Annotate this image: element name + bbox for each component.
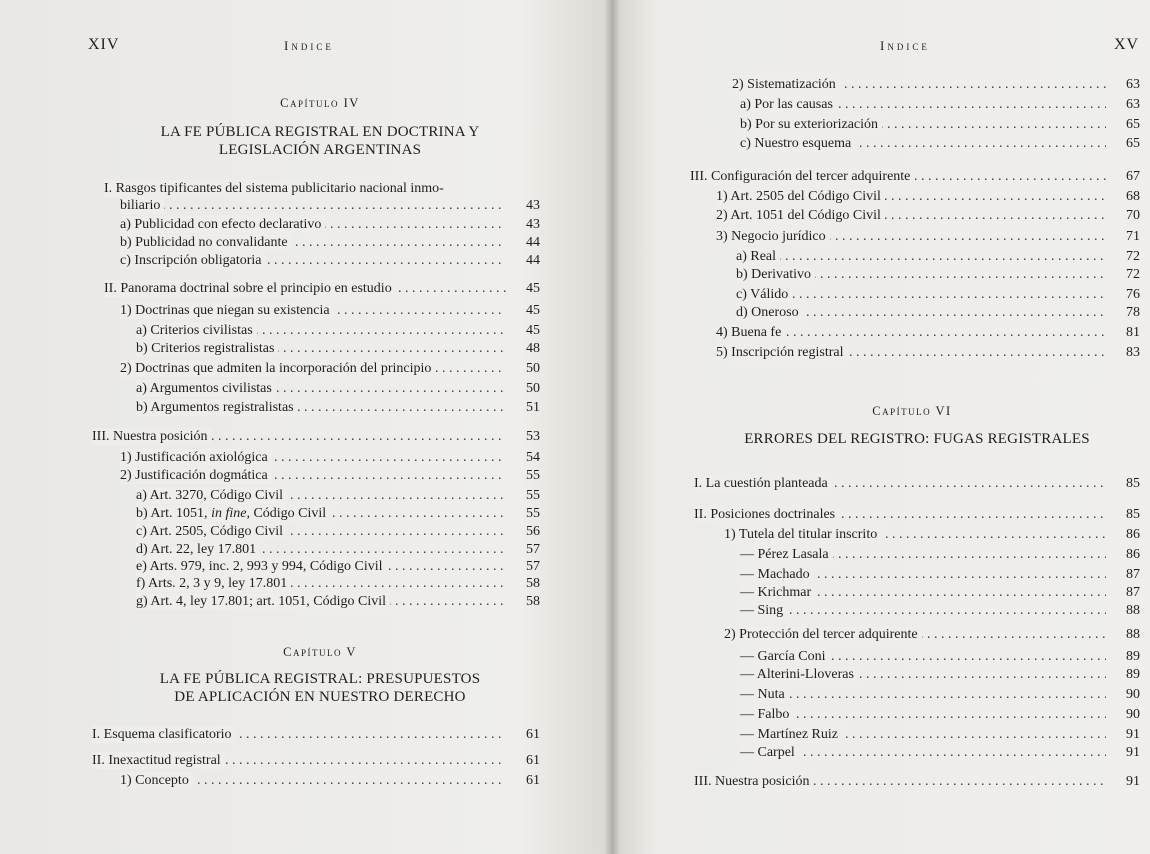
toc-entry-label: b) Art. 1051, in fine, Código Civil xyxy=(136,505,330,522)
toc-entry xyxy=(736,304,1140,321)
toc-entry xyxy=(120,467,540,484)
toc-entry-label: c) Inscripción obligatoria xyxy=(120,252,266,269)
chapter-v-label: Capítulo V xyxy=(283,645,357,659)
toc-entry-page: 43 xyxy=(526,217,540,232)
toc-entry xyxy=(136,340,540,357)
toc-entry-page: 43 xyxy=(526,198,540,213)
toc-entry xyxy=(740,726,1140,743)
toc-entry xyxy=(136,575,540,592)
toc-entry-page: 54 xyxy=(526,450,540,465)
toc-entry-label: a) Argumentos civilistas xyxy=(136,380,276,397)
right-page xyxy=(612,0,1150,854)
toc-entry xyxy=(136,593,540,610)
toc-entry-page: 44 xyxy=(526,253,540,268)
toc-entry-page: 61 xyxy=(526,753,540,768)
toc-entry-label: b) Argumentos registralistas xyxy=(136,399,298,416)
toc-entry-label: 2) Protección del tercer adquirente xyxy=(724,626,922,643)
toc-entry-page: 87 xyxy=(1126,567,1140,582)
toc-entry-page: 58 xyxy=(526,594,540,609)
toc-entry-page: 85 xyxy=(1126,476,1140,491)
toc-entry-label: — Pérez Lasala xyxy=(740,546,833,563)
toc-entry xyxy=(716,228,1140,245)
chapter-v-title-line2: DE APLICACIÓN EN NUESTRO DERECHO xyxy=(174,689,466,705)
toc-entry xyxy=(740,602,1140,619)
toc-entry-page: 61 xyxy=(526,773,540,788)
toc-entry-label: a) Art. 3270, Código Civil xyxy=(136,487,287,504)
toc-entry-page: 45 xyxy=(526,323,540,338)
toc-entry-page: 44 xyxy=(526,235,540,250)
toc-entry-label: 1) Tutela del titular inscrito xyxy=(724,526,881,543)
toc-entry-label: — Sing xyxy=(740,602,787,619)
toc-entry-page: 91 xyxy=(1126,745,1140,760)
toc-entry-page: 48 xyxy=(526,341,540,356)
toc-entry xyxy=(736,248,1140,265)
toc-entry xyxy=(716,207,1140,224)
toc-entry-page: 55 xyxy=(526,488,540,503)
toc-entry-page: 89 xyxy=(1126,649,1140,664)
toc-entry xyxy=(736,286,1140,303)
toc-entry-page: 87 xyxy=(1126,585,1140,600)
toc-entry xyxy=(694,773,1140,790)
toc-entry-page: 67 xyxy=(1126,169,1140,184)
toc-entry xyxy=(736,266,1140,283)
toc-entry xyxy=(92,752,540,769)
running-head-left: Indice xyxy=(284,38,334,53)
toc-entry-page: 45 xyxy=(526,281,540,296)
toc-entry-label: — García Coni xyxy=(740,648,830,665)
toc-entry-page: 83 xyxy=(1126,345,1140,360)
toc-entry-page: 81 xyxy=(1126,325,1140,340)
toc-entry-page: 51 xyxy=(526,400,540,415)
toc-entry-label: 2) Sistematización xyxy=(732,76,840,93)
toc-entry xyxy=(120,360,540,377)
toc-entry xyxy=(740,666,1140,683)
toc-entry-label: 1) Art. 2505 del Código Civil xyxy=(716,188,885,205)
toc-entry-page: 86 xyxy=(1126,527,1140,542)
toc-entry xyxy=(724,626,1140,643)
toc-entry-page: 88 xyxy=(1126,627,1140,642)
toc-entry-page: 55 xyxy=(526,468,540,483)
toc-entry-label: a) Real xyxy=(736,248,780,265)
toc-entry-page: 72 xyxy=(1126,249,1140,264)
toc-entry-label: a) Por las causas xyxy=(740,96,837,113)
toc-entry xyxy=(694,506,1140,523)
toc-entry-label: d) Oneroso xyxy=(736,304,803,321)
toc-entry-label: 3) Negocio jurídico xyxy=(716,228,830,245)
toc-entry xyxy=(92,726,540,743)
toc-entry-label: — Nuta xyxy=(740,686,789,703)
toc-entry-page: 90 xyxy=(1126,687,1140,702)
toc-entry-page: 89 xyxy=(1126,667,1140,682)
toc-entry-label: 1) Doctrinas que niegan su existencia xyxy=(120,302,334,319)
toc-entry-label: c) Art. 2505, Código Civil xyxy=(136,523,287,540)
toc-entry xyxy=(120,197,540,214)
toc-entry-page: 68 xyxy=(1126,189,1140,204)
toc-entry xyxy=(740,584,1140,601)
toc-entry xyxy=(136,523,540,540)
toc-entry xyxy=(732,76,1140,93)
toc-entry xyxy=(136,380,540,397)
toc-entry-label: biliario xyxy=(120,197,164,214)
toc-entry xyxy=(136,558,540,575)
toc-entry-page: 76 xyxy=(1126,287,1140,302)
toc-entry xyxy=(120,252,540,269)
toc-entry-label: b) Publicidad no convalidante xyxy=(120,234,292,251)
toc-entry-label: — Krichmar xyxy=(740,584,815,601)
leader-dots xyxy=(120,197,506,214)
chapter-iv-title-line1: LA FE PÚBLICA REGISTRAL EN DOCTRINA Y xyxy=(160,124,480,140)
toc-entry-label: 2) Doctrinas que admiten la incorporación del principio xyxy=(120,360,435,377)
toc-entry-page: 57 xyxy=(526,559,540,574)
toc-entry-label: b) Por su exteriorización xyxy=(740,116,882,133)
toc-entry xyxy=(694,475,1140,492)
toc-entry xyxy=(740,706,1140,723)
toc-entry xyxy=(716,344,1140,361)
toc-entry-label: b) Derivativo xyxy=(736,266,815,283)
toc-entry xyxy=(740,135,1140,152)
toc-entry-page: 50 xyxy=(526,361,540,376)
leader-dots xyxy=(740,686,1106,703)
toc-entry-label: 1) Justificación axiológica xyxy=(120,449,272,466)
toc-entry-label: f) Arts. 2, 3 y 9, ley 17.801 xyxy=(136,575,291,592)
toc-entry-page: 65 xyxy=(1126,117,1140,132)
toc-entry-page: 91 xyxy=(1126,727,1140,742)
toc-entry xyxy=(136,541,540,558)
toc-entry-page: 78 xyxy=(1126,305,1140,320)
toc-entry-page: 91 xyxy=(1126,774,1140,789)
toc-entry xyxy=(690,168,1140,185)
toc-entry xyxy=(136,399,540,416)
toc-entry xyxy=(120,449,540,466)
toc-entry-label: c) Válido xyxy=(736,286,792,303)
toc-entry xyxy=(740,686,1140,703)
toc-entry-label: a) Criterios civilistas xyxy=(136,322,257,339)
toc-entry-label: d) Art. 22, ley 17.801 xyxy=(136,541,260,558)
toc-entry-label: I. La cuestión planteada xyxy=(694,475,832,492)
toc-entry-page: 63 xyxy=(1126,77,1140,92)
toc-entry xyxy=(120,772,540,789)
toc-entry xyxy=(136,487,540,504)
toc-entry xyxy=(120,234,540,251)
toc-entry-page: 65 xyxy=(1126,136,1140,151)
toc-entry-page: 85 xyxy=(1126,507,1140,522)
toc-entry-label: 2) Justificación dogmática xyxy=(120,467,272,484)
toc-entry xyxy=(104,180,540,197)
toc-entry xyxy=(740,566,1140,583)
chapter-vi-label: Capítulo VI xyxy=(872,404,952,418)
toc-entry-page: 53 xyxy=(526,429,540,444)
toc-entry-label: — Carpel xyxy=(740,744,799,761)
page-number-left: XIV xyxy=(88,36,120,53)
toc-entry xyxy=(136,505,540,522)
toc-entry xyxy=(724,526,1140,543)
toc-entry-page: 72 xyxy=(1126,267,1140,282)
toc-entry xyxy=(120,302,540,319)
toc-entry-page: 71 xyxy=(1126,229,1140,244)
page-number-right: XV xyxy=(1114,36,1140,53)
toc-entry-page: 88 xyxy=(1126,603,1140,618)
toc-entry xyxy=(716,324,1140,341)
toc-entry-label: I. Rasgos tipificantes del sistema publicitario nacional inmo- xyxy=(104,180,448,197)
toc-entry-page: 86 xyxy=(1126,547,1140,562)
toc-entry-page: 57 xyxy=(526,542,540,557)
toc-entry-page: 55 xyxy=(526,506,540,521)
leader-dots xyxy=(740,602,1106,619)
chapter-iv-label: Capítulo IV xyxy=(280,96,360,110)
toc-entry-page: 63 xyxy=(1126,97,1140,112)
toc-entry-label: e) Arts. 979, inc. 2, 993 y 994, Código Civil xyxy=(136,558,387,575)
toc-entry-label: III. Configuración del tercer adquirente xyxy=(690,168,914,185)
chapter-iv-title-line2: LEGISLACIÓN ARGENTINAS xyxy=(218,142,422,158)
toc-entry-label: II. Panorama doctrinal sobre el principio en estudio xyxy=(104,280,396,297)
toc-entry xyxy=(120,216,540,233)
toc-entry xyxy=(136,322,540,339)
toc-entry xyxy=(92,428,540,445)
toc-entry-page: 58 xyxy=(526,576,540,591)
toc-entry-label: 1) Concepto xyxy=(120,772,193,789)
toc-entry-label: b) Criterios registralistas xyxy=(136,340,278,357)
toc-entry-label: — Falbo xyxy=(740,706,793,723)
toc-entry xyxy=(740,744,1140,761)
toc-entry-label: III. Nuestra posición xyxy=(694,773,813,790)
toc-entry-page: 70 xyxy=(1126,208,1140,223)
toc-entry xyxy=(716,188,1140,205)
toc-entry-page: 90 xyxy=(1126,707,1140,722)
toc-entry-label: 5) Inscripción registral xyxy=(716,344,848,361)
running-head-right: Indice xyxy=(880,38,930,53)
toc-entry xyxy=(740,96,1140,113)
toc-entry-page: 56 xyxy=(526,524,540,539)
toc-entry-label: II. Posiciones doctrinales xyxy=(694,506,839,523)
leader-dots xyxy=(736,248,1106,265)
toc-entry-page: 45 xyxy=(526,303,540,318)
toc-entry-page: 50 xyxy=(526,381,540,396)
toc-entry-label: a) Publicidad con efecto declarativo xyxy=(120,216,325,233)
toc-entry xyxy=(740,116,1140,133)
chapter-v-title-line1: LA FE PÚBLICA REGISTRAL: PRESUPUESTOS xyxy=(159,671,481,687)
chapter-vi-title: ERRORES DEL REGISTRO: FUGAS REGISTRALES xyxy=(744,431,1090,447)
toc-entry-label: 4) Buena fe xyxy=(716,324,785,341)
book-gutter xyxy=(604,0,620,854)
toc-entry xyxy=(740,648,1140,665)
toc-entry-label: 2) Art. 1051 del Código Civil xyxy=(716,207,885,224)
toc-entry-label: II. Inexactitud registral xyxy=(92,752,225,769)
toc-entry-label: c) Nuestro esquema xyxy=(740,135,855,152)
toc-entry-label: I. Esquema clasificatorio xyxy=(92,726,236,743)
toc-entry xyxy=(740,546,1140,563)
toc-entry-label: III. Nuestra posición xyxy=(92,428,211,445)
toc-entry xyxy=(104,280,540,297)
toc-entry-label: — Machado xyxy=(740,566,814,583)
toc-entry-label: — Alterini-Lloveras xyxy=(740,666,858,683)
toc-entry-page: 61 xyxy=(526,727,540,742)
leader-dots xyxy=(740,706,1106,723)
toc-entry-label: — Martínez Ruiz xyxy=(740,726,842,743)
toc-entry-label: g) Art. 4, ley 17.801; art. 1051, Código Civil xyxy=(136,593,390,610)
